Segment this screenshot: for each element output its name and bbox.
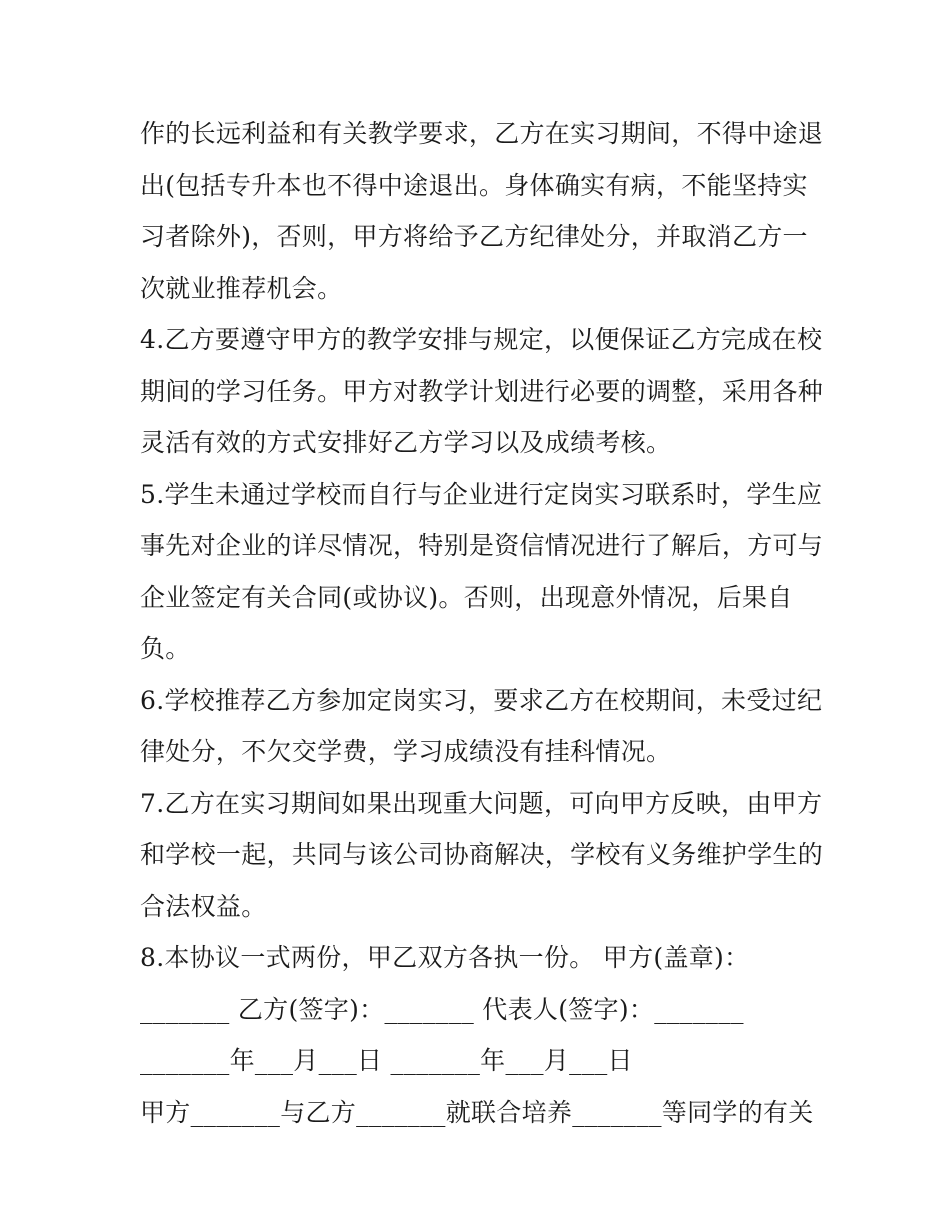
clause-4-line: 4.乙方要遵守甲方的教学安排与规定，以便保证乙方完成在校 [140, 325, 823, 354]
text-line: 期间的学习任务。甲方对教学计划进行必要的调整，采用各种 [140, 376, 824, 406]
text-line: 律处分，不欠交学费，学习成绩没有挂科情况。 [140, 737, 672, 766]
text-line: 企业签定有关合同(或协议)。否则，出现意外情况，后果自 [140, 582, 793, 612]
text-line: 作的长远利益和有关教学要求，乙方在实习期间，不得中途退 [140, 119, 824, 148]
clause-7-line: 7.乙方在实习期间如果出现重大问题，可向甲方反映，由甲方 [140, 788, 823, 818]
text-line: 合法权益。 [140, 891, 267, 921]
date-line: _______年___月___日 _______年___月___日 [140, 1046, 633, 1075]
text-line: 甲方_______与乙方_______就联合培养_______等同学的有关 [140, 1097, 814, 1127]
text-line: 灵活有效的方式安排好乙方学习以及成绩考核。 [140, 428, 672, 457]
text-line: 出(包括专升本也不得中途退出。身体确实有病，不能坚持实 [140, 170, 808, 200]
clause-8-line: 8.本协议一式两份，甲乙双方各执一份。 甲方(盖章)： [140, 943, 750, 972]
document-body [140, 108, 824, 1138]
text-line: 次就业推荐机会。 [140, 273, 343, 303]
clause-5-line: 5.学生未通过学校而自行与企业进行定岗实习联系时，学生应 [140, 479, 823, 509]
text-line: 和学校一起，共同与该公司协商解决，学校有义务维护学生的 [140, 840, 824, 869]
text-line: 事先对企业的详尽情况，特别是资信情况进行了解后，方可与 [140, 531, 824, 560]
signature-line: _______ 乙方(签字)：_______ 代表人(签字)：_______ [140, 994, 744, 1024]
clause-6-line: 6.学校推荐乙方参加定岗实习，要求乙方在校期间，未受过纪 [140, 685, 823, 715]
text-line: 习者除外)，否则，甲方将给予乙方纪律处分，并取消乙方一 [140, 222, 808, 251]
text-line: 负。 [140, 634, 191, 663]
